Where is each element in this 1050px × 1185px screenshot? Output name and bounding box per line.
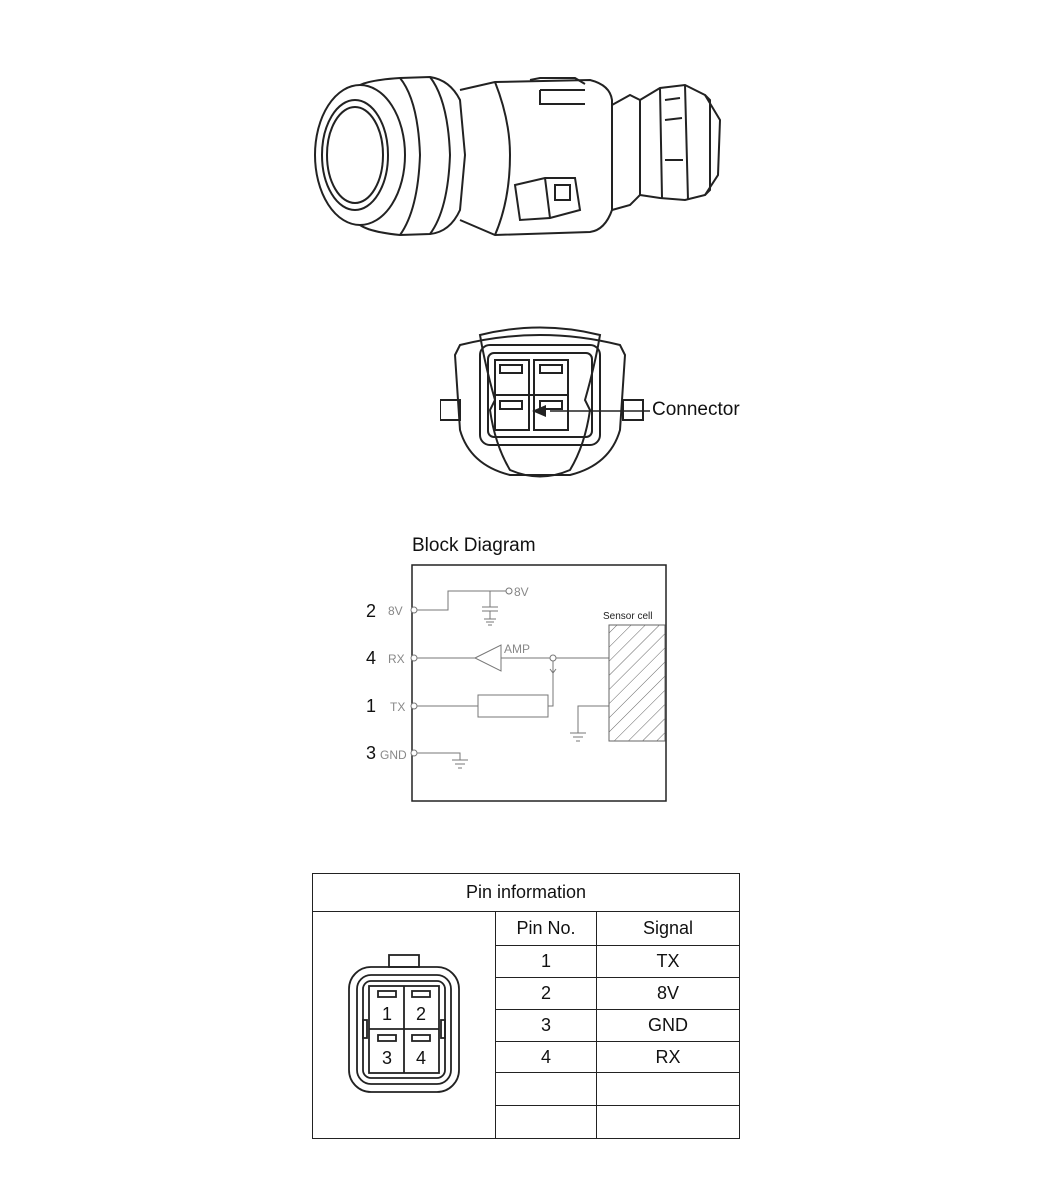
signal-cell: RX (597, 1041, 740, 1072)
block-pin-name: TX (390, 700, 406, 714)
signal-header: Signal (597, 912, 740, 945)
block-pin-number: 3 (366, 743, 377, 763)
block-diagram-title: Block Diagram (412, 535, 536, 556)
signal-cell (597, 1105, 740, 1138)
block-pin-name: GND (380, 748, 407, 762)
pin-face-cell (313, 912, 496, 1139)
pin-number-cell: 3 (496, 1009, 597, 1041)
block-pin-name: RX (388, 652, 405, 666)
pin-number-cell (496, 1105, 597, 1138)
amp-label: AMP (504, 642, 531, 656)
supply-label: 8V (514, 585, 529, 599)
face-pin-label: 3 (381, 1048, 393, 1069)
sensor-illustration (300, 60, 740, 260)
pin-number-cell: 2 (496, 978, 597, 1009)
pin-number-header: Pin No. (496, 912, 597, 945)
block-pin-number: 1 (366, 696, 377, 716)
pin-table-title: Pin information (313, 874, 740, 912)
block-pin-number: 2 (366, 601, 377, 621)
pin-face-illustration (339, 950, 469, 1100)
block-pin-number: 4 (366, 648, 377, 668)
signal-cell: TX (597, 945, 740, 977)
face-pin-label: 4 (415, 1048, 427, 1069)
pin-number-cell: 4 (496, 1041, 597, 1072)
pin-number-cell (496, 1073, 597, 1105)
face-pin-label: 1 (381, 1004, 393, 1025)
connector-label: Connector (652, 399, 740, 420)
sensor-cell (609, 625, 665, 741)
block-diagram (410, 563, 670, 805)
block-pin-name: 8V (388, 604, 403, 618)
connector-face-illustration (440, 325, 650, 485)
pin-information-table (312, 873, 740, 1139)
signal-cell (597, 1073, 740, 1105)
sensor-cell-label: Sensor cell (603, 611, 653, 622)
signal-cell: 8V (597, 978, 740, 1009)
signal-cell: GND (597, 1009, 740, 1041)
face-pin-label: 2 (415, 1004, 427, 1025)
pin-number-cell: 1 (496, 945, 597, 977)
